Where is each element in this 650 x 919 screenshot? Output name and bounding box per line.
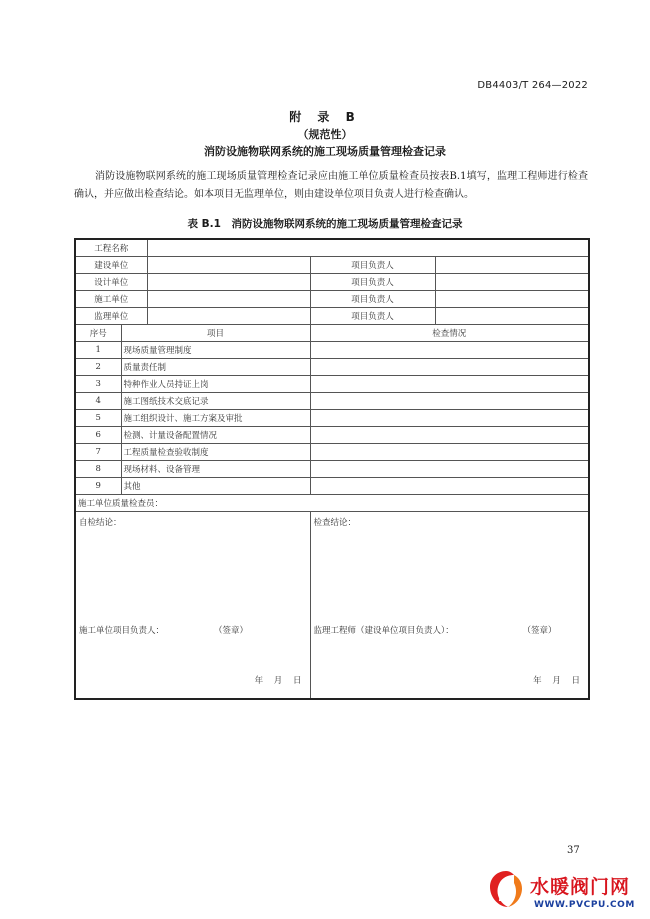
item-no: 6 <box>75 427 121 444</box>
inspector-label[interactable]: 施工单位质量检查员： <box>75 495 589 512</box>
appendix-label: 附 录 B <box>289 110 361 124</box>
project-name-row <box>75 239 589 257</box>
inspection-heading: 检查结论： <box>313 518 357 528</box>
standard-number: DB4403/T 264—2022 <box>477 80 588 91</box>
unit-label: 建设单位 <box>75 257 147 274</box>
item-result[interactable] <box>310 478 589 495</box>
item-no: 1 <box>75 342 121 359</box>
seal-label: （签章） <box>522 626 557 636</box>
item-no: 9 <box>75 478 121 495</box>
manager-label: 项目负责人 <box>310 308 435 325</box>
item-result[interactable] <box>310 427 589 444</box>
col-header-item: 项目 <box>121 325 310 342</box>
unit-row <box>75 308 589 325</box>
project-name-value[interactable] <box>147 239 589 257</box>
item-row <box>75 376 589 393</box>
item-name: 检测、计量设备配置情况 <box>121 427 310 444</box>
watermark-url[interactable]: WWW.PVCPU.COM <box>534 900 635 910</box>
manager-label: 项目负责人 <box>310 291 435 308</box>
item-name: 其他 <box>121 478 310 495</box>
item-name: 施工图纸技术交底记录 <box>121 393 310 410</box>
item-row <box>75 461 589 478</box>
inspection-record-table <box>74 238 590 700</box>
unit-label: 施工单位 <box>75 291 147 308</box>
item-result[interactable] <box>310 461 589 478</box>
inspector-row <box>75 495 589 512</box>
item-result[interactable] <box>310 444 589 461</box>
item-result[interactable] <box>310 376 589 393</box>
seal-label: （签章） <box>214 626 249 636</box>
project-name-label: 工程名称 <box>75 239 147 257</box>
item-result[interactable] <box>310 393 589 410</box>
item-name: 质量责任制 <box>121 359 310 376</box>
unit-row <box>75 291 589 308</box>
item-row <box>75 478 589 495</box>
unit-value[interactable] <box>147 257 310 274</box>
item-row <box>75 427 589 444</box>
item-row <box>75 444 589 461</box>
column-header-row <box>75 325 589 342</box>
self-check-conclusion[interactable] <box>75 512 310 700</box>
site-watermark <box>478 864 650 919</box>
item-name: 现场材料、设备管理 <box>121 461 310 478</box>
item-row <box>75 410 589 427</box>
watermark-brand: 水暖阀门网 <box>530 876 631 898</box>
item-name: 施工组织设计、施工方案及审批 <box>121 410 310 427</box>
supervisor-signature-label: 监理工程师（建设单位项目负责人）： <box>313 626 454 636</box>
item-no: 8 <box>75 461 121 478</box>
manager-value[interactable] <box>435 257 589 274</box>
item-row <box>75 393 589 410</box>
item-result[interactable] <box>310 410 589 427</box>
unit-row <box>75 257 589 274</box>
manager-value[interactable] <box>435 291 589 308</box>
date-label: 年 月 日 <box>533 676 585 686</box>
construction-manager-signature-label: 施工单位项目负责人： <box>79 626 165 636</box>
appendix-nature: （规范性） <box>297 128 353 141</box>
unit-row <box>75 274 589 291</box>
item-row <box>75 359 589 376</box>
appendix-title: 消防设施物联网系统的施工现场质量管理检查记录 <box>204 145 446 158</box>
valve-logo-icon <box>484 867 528 911</box>
unit-label: 监理单位 <box>75 308 147 325</box>
item-name: 工程质量检查验收制度 <box>121 444 310 461</box>
manager-label: 项目负责人 <box>310 274 435 291</box>
item-no: 4 <box>75 393 121 410</box>
item-result[interactable] <box>310 359 589 376</box>
intro-paragraph: 消防设施物联网系统的施工现场质量管理检查记录应由施工单位质量检查员按表B.1填写，监理工程师进行检查确认，并应做出检查结论。如本项目无监理单位，则由建设单位项目负责人进行检查确认。 <box>74 171 588 200</box>
item-name: 现场质量管理制度 <box>121 342 310 359</box>
col-header-no: 序号 <box>75 325 121 342</box>
table-caption: 表 B.1 消防设施物联网系统的施工现场质量管理检查记录 <box>187 218 463 230</box>
conclusion-row <box>75 512 589 700</box>
item-result[interactable] <box>310 342 589 359</box>
unit-value[interactable] <box>147 274 310 291</box>
manager-value[interactable] <box>435 274 589 291</box>
manager-label: 项目负责人 <box>310 257 435 274</box>
unit-label: 设计单位 <box>75 274 147 291</box>
manager-value[interactable] <box>435 308 589 325</box>
unit-value[interactable] <box>147 291 310 308</box>
item-row <box>75 342 589 359</box>
page-number: 37 <box>567 845 580 856</box>
inspection-conclusion[interactable] <box>310 512 589 700</box>
item-no: 3 <box>75 376 121 393</box>
unit-value[interactable] <box>147 308 310 325</box>
item-no: 2 <box>75 359 121 376</box>
date-label: 年 月 日 <box>254 676 306 686</box>
self-check-heading: 自检结论： <box>79 518 122 528</box>
item-no: 7 <box>75 444 121 461</box>
item-no: 5 <box>75 410 121 427</box>
col-header-result: 检查情况 <box>310 325 589 342</box>
item-name: 特种作业人员持证上岗 <box>121 376 310 393</box>
